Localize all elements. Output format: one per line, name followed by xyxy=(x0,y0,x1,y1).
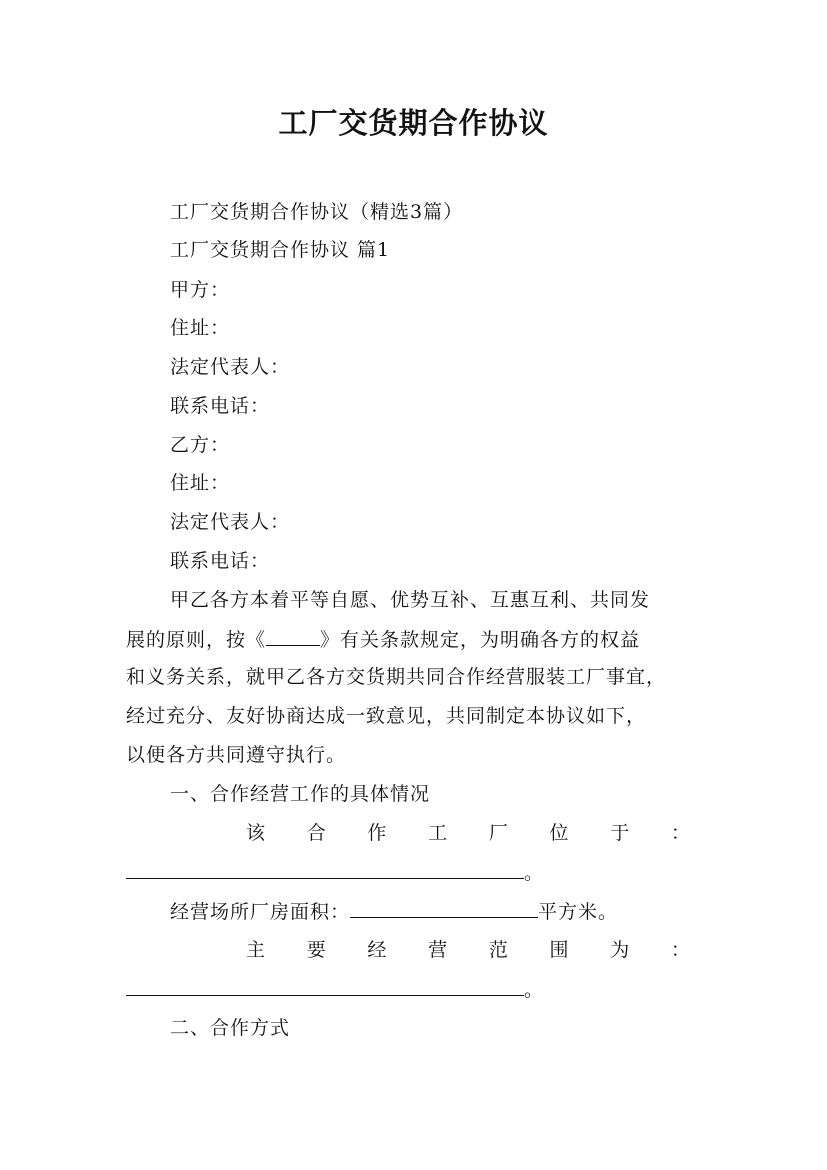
intro-paragraph-line-2 xyxy=(126,625,640,654)
location-blank xyxy=(126,858,524,879)
area-blank xyxy=(350,897,538,918)
location-char: ： xyxy=(670,822,690,844)
section-1-heading: 一、合作经营工作的具体情况 xyxy=(170,783,431,805)
area-label: 经营场所厂房面积： xyxy=(170,901,351,923)
scope-blank xyxy=(126,975,524,996)
party-a-phone: 联系电话： xyxy=(170,395,271,417)
intro-paragraph-line-4: 经过充分、友好协商达成一致意见，共同制定本协议如下， xyxy=(126,705,647,727)
scope-char: 为 xyxy=(610,939,630,961)
party-b-representative: 法定代表人： xyxy=(170,511,291,533)
scope-char: 主 xyxy=(246,939,266,961)
location-char: 位 xyxy=(549,822,569,844)
scope-char: 范 xyxy=(488,939,508,961)
party-b-label: 乙方： xyxy=(170,434,231,456)
party-a-representative: 法定代表人： xyxy=(170,356,291,378)
area-line xyxy=(170,897,618,926)
party-a-label: 甲方： xyxy=(170,279,231,301)
scope-blank-line xyxy=(126,975,544,1004)
area-unit: 平方米。 xyxy=(538,901,619,923)
location-char: 于 xyxy=(610,822,630,844)
document-title: 工厂交货期合作协议 xyxy=(278,106,549,140)
intro-paragraph-line-3: 和义务关系，就甲乙各方交货期共同合作经营服装工厂事宜， xyxy=(126,666,667,688)
intro-paragraph-line-1: 甲乙各方本着平等自愿、优势互补、互惠互利、共同发 xyxy=(170,589,651,611)
location-char: 该 xyxy=(246,822,266,844)
location-char: 作 xyxy=(367,822,387,844)
law-name-blank xyxy=(266,625,320,646)
scope-char: 围 xyxy=(549,939,569,961)
intro-line-2-end: 》有关条款规定，为明确各方的权益 xyxy=(320,629,641,651)
section-2-heading: 二、合作方式 xyxy=(170,1017,291,1039)
intro-line-2-start: 展的原则，按《 xyxy=(126,629,267,651)
subtitle: 工厂交货期合作协议（精选3篇） xyxy=(170,201,464,223)
location-char: 工 xyxy=(428,822,448,844)
intro-paragraph-line-5: 以便各方共同遵守执行。 xyxy=(126,744,347,766)
chapter-heading: 工厂交货期合作协议 篇1 xyxy=(170,239,391,261)
scope-period: 。 xyxy=(524,979,545,1001)
party-b-phone: 联系电话： xyxy=(170,550,271,572)
party-a-address: 住址： xyxy=(170,317,231,339)
scope-char: 要 xyxy=(306,939,326,961)
location-line xyxy=(246,819,690,847)
scope-line xyxy=(246,936,690,964)
scope-char: ： xyxy=(670,939,690,961)
scope-char: 经 xyxy=(367,939,387,961)
scope-char: 营 xyxy=(428,939,448,961)
location-char: 厂 xyxy=(488,822,508,844)
party-b-address: 住址： xyxy=(170,472,231,494)
location-period: 。 xyxy=(524,862,545,884)
location-char: 合 xyxy=(306,822,326,844)
location-blank-line xyxy=(126,858,544,887)
